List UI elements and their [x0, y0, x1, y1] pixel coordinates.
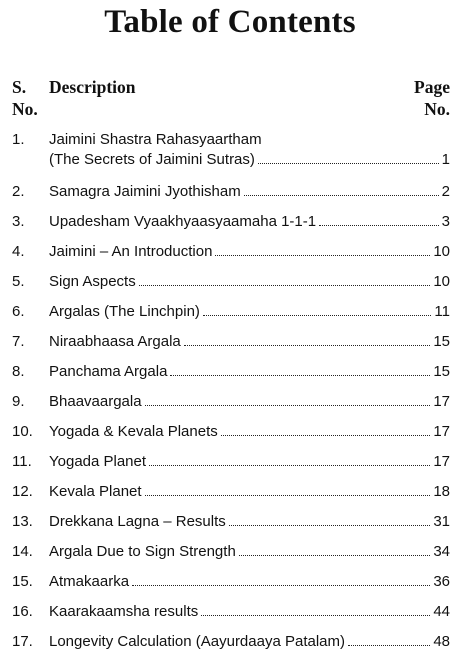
dot-leader [221, 422, 431, 436]
entry-title: Samagra Jaimini Jyothisham [49, 183, 241, 200]
entry-title-line1: Jaimini Shastra Rahasyaartham [49, 131, 262, 148]
entry-title: Bhaavaargala [49, 393, 142, 410]
dot-leader [132, 572, 430, 586]
entry-title: Drekkana Lagna – Results [49, 513, 226, 530]
dot-leader [184, 332, 431, 346]
page-header-line2: No. [424, 99, 450, 119]
entry-page: 10 [433, 243, 450, 260]
entry-page: 15 [433, 333, 450, 350]
entry-description [49, 130, 450, 170]
entry-page: 48 [433, 633, 450, 650]
entry-title: Yogada & Kevala Planets [49, 423, 218, 440]
serial-header-line2: No. [12, 99, 38, 119]
entry-number: 10. [12, 423, 33, 440]
entry-page: 44 [433, 603, 450, 620]
dot-leader [145, 392, 431, 406]
entry-title: Jaimini – An Introduction [49, 243, 213, 260]
dot-leader [319, 212, 439, 226]
entry-page: 17 [433, 393, 450, 410]
entry-number: 4. [12, 243, 25, 260]
entry-page: 31 [433, 513, 450, 530]
entry-page: 15 [433, 363, 450, 380]
entry-number: 6. [12, 303, 25, 320]
dot-leader [244, 182, 439, 196]
dot-leader [139, 272, 431, 286]
entry-page: 3 [441, 213, 450, 230]
entry-page: 17 [433, 423, 450, 440]
entry-title: Longevity Calculation (Aayurdaaya Patalam) [49, 633, 345, 650]
dot-leader [201, 602, 430, 616]
entry-number: 15. [12, 573, 33, 590]
dot-leader [348, 632, 430, 646]
entry-page: 34 [433, 543, 450, 560]
entry-number: 9. [12, 393, 25, 410]
entry-page: 17 [433, 453, 450, 470]
dot-leader [239, 542, 431, 556]
entry-page: 10 [433, 273, 450, 290]
entry-title-line2: (The Secrets of Jaimini Sutras) [49, 151, 255, 168]
entry-number: 14. [12, 543, 33, 560]
page-header-line1: Page [414, 77, 450, 97]
entry-title: Argalas (The Linchpin) [49, 303, 200, 320]
dot-leader [203, 302, 432, 316]
dot-leader [229, 512, 431, 526]
serial-header-line1: S. [12, 77, 27, 97]
entry-number: 5. [12, 273, 25, 290]
entry-page: 18 [433, 483, 450, 500]
entry-title: Atmakaarka [49, 573, 130, 590]
entry-number: 1. [12, 131, 25, 148]
page-title: Table of Contents [104, 4, 356, 40]
dot-leader [258, 150, 439, 164]
entry-number: 3. [12, 213, 25, 230]
entry-number: 16. [12, 603, 33, 620]
entry-number: 11. [12, 453, 32, 470]
dot-leader [145, 482, 431, 496]
serial-number-header [12, 76, 52, 120]
entry-title: Yogada Planet [49, 453, 147, 470]
entry-number: 8. [12, 363, 25, 380]
entry-number: 7. [12, 333, 25, 350]
entry-number: 12. [12, 483, 33, 500]
entry-title: Kaarakaamsha results [49, 603, 199, 620]
entry-page: 2 [441, 183, 450, 200]
entry-page: 36 [433, 573, 450, 590]
dot-leader [170, 362, 430, 376]
entry-number: 2. [12, 183, 25, 200]
dot-leader [215, 242, 430, 256]
entry-title: Panchama Argala [49, 363, 168, 380]
entry-title: Upadesham Vyaakhyaasyaamaha 1-1-1 [49, 213, 317, 230]
description-header: Description [49, 77, 136, 97]
entry-title: Sign Aspects [49, 273, 136, 290]
entry-page: 1 [441, 151, 450, 168]
entry-number: 13. [12, 513, 33, 530]
entry-number: 17. [12, 633, 33, 650]
entry-title: Kevala Planet [49, 483, 142, 500]
dot-leader [149, 452, 430, 466]
entry-page: 11 [434, 303, 450, 320]
entry-title: Argala Due to Sign Strength [49, 543, 236, 560]
page-number-header [414, 76, 450, 120]
entry-title: Niraabhaasa Argala [49, 333, 181, 350]
